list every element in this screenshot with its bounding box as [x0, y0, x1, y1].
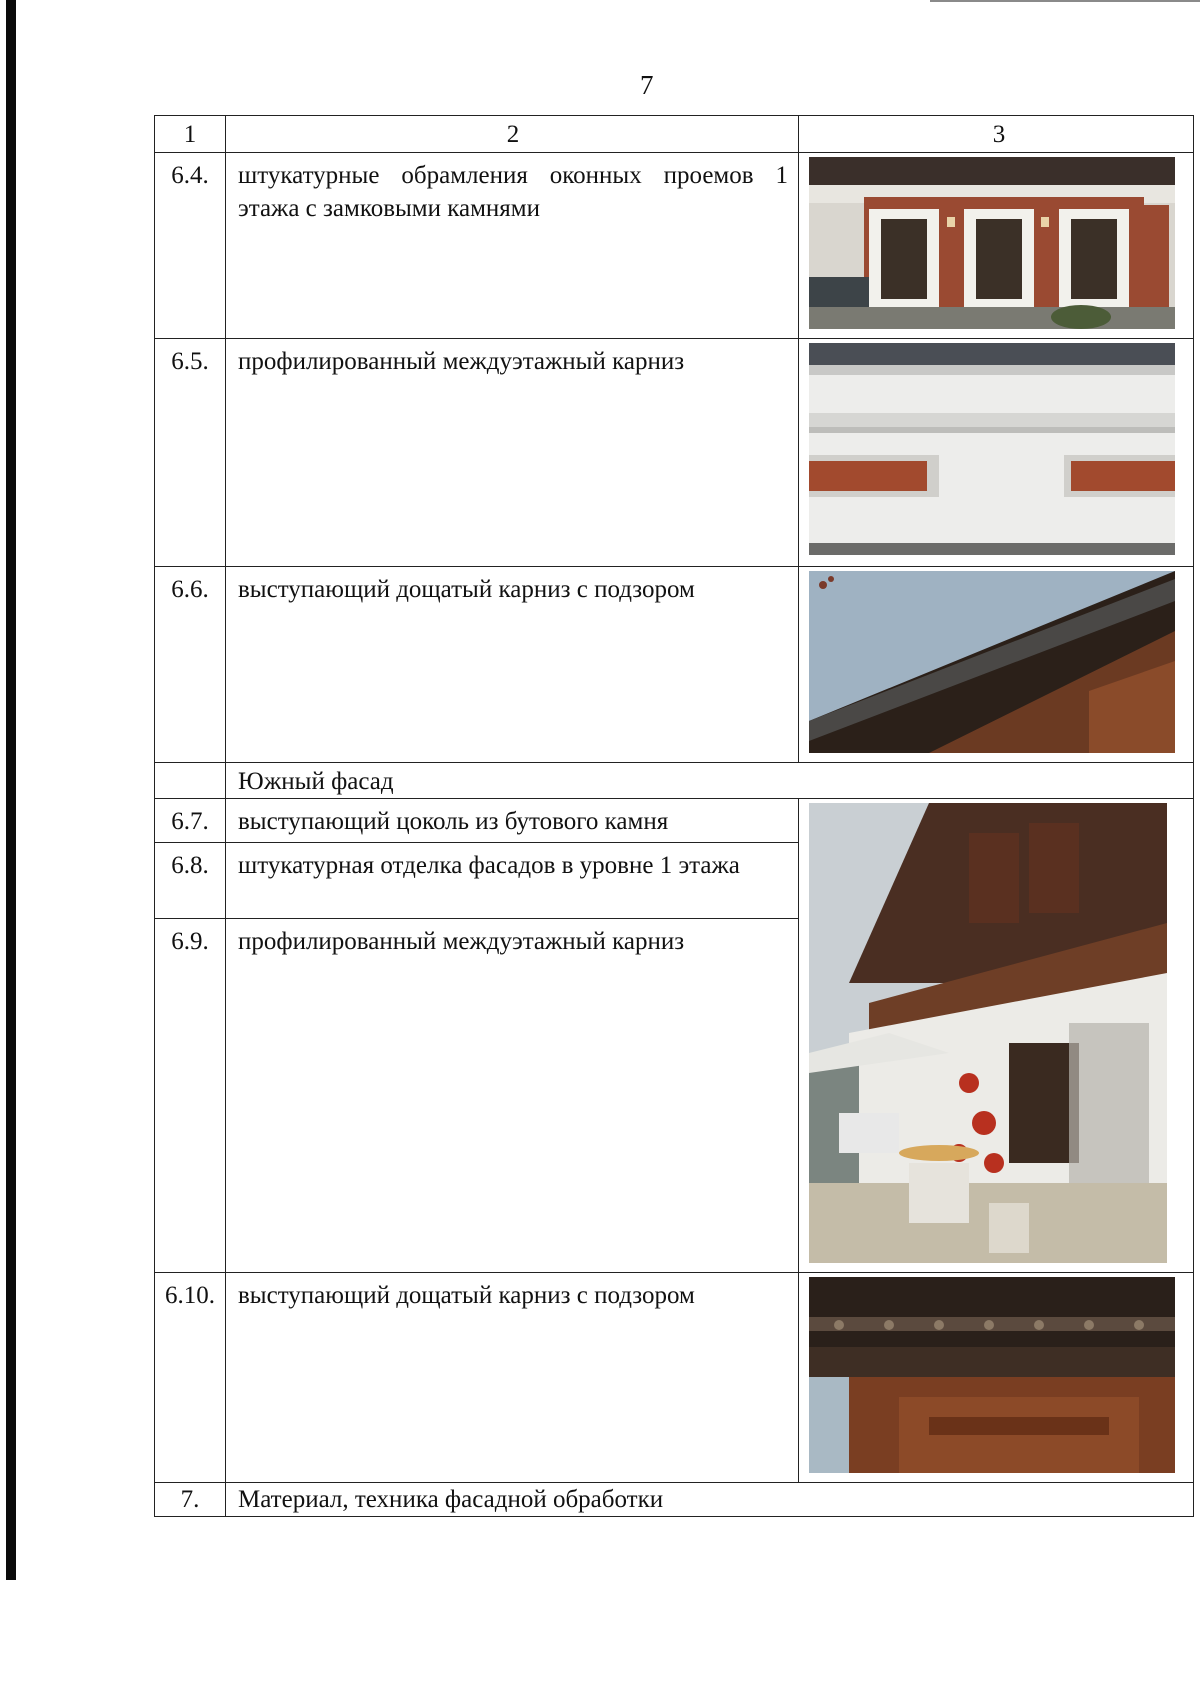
row-description: штукатурные обрамления оконных проемов 1 этажа с замковыми камнями: [226, 153, 799, 339]
section-title: Южный фасад: [226, 763, 1194, 799]
table-section-row: [155, 763, 1194, 799]
row-number: 6.8.: [155, 843, 226, 919]
row-description: профилированный междуэтажный карниз: [226, 919, 799, 1273]
photo-cell: [799, 339, 1194, 567]
row-description: штукатурная отделка фасадов в уровне 1 этажа: [226, 843, 799, 919]
page-number: 7: [640, 70, 654, 100]
row-number: 6.6.: [155, 567, 226, 763]
photo-carved-eave: [809, 1277, 1189, 1473]
row-description: выступающий дощатый карниз с подзором: [226, 567, 799, 763]
table-row: [155, 339, 1194, 567]
row-number: 6.9.: [155, 919, 226, 1273]
photo-cell: [799, 567, 1194, 763]
header-col-3: 3: [799, 116, 1194, 153]
header-col-2: 2: [226, 116, 799, 153]
photo-window-frames: [809, 157, 1189, 329]
row-number: 6.4.: [155, 153, 226, 339]
facade-elements-table: [154, 115, 1194, 1517]
row-number: 7.: [155, 1483, 226, 1517]
row-description: выступающий цоколь из бутового камня: [226, 799, 799, 843]
table-row: [155, 1483, 1194, 1517]
table-row: [155, 567, 1194, 763]
photo-wooden-eave: [809, 571, 1189, 753]
table-header-row: [155, 116, 1194, 153]
row-description: выступающий дощатый карниз с подзором: [226, 1273, 799, 1483]
row-description: Материал, техника фасадной обработки: [226, 1483, 1194, 1517]
row-number: 6.5.: [155, 339, 226, 567]
table-row: [155, 1273, 1194, 1483]
photo-cell: [799, 1273, 1194, 1483]
photo-south-facade: [809, 803, 1189, 1263]
scan-edge-left: [6, 0, 16, 1580]
photo-cell: [799, 153, 1194, 339]
row-number: 6.7.: [155, 799, 226, 843]
header-col-1: 1: [155, 116, 226, 153]
table-row: [155, 153, 1194, 339]
photo-cornice: [809, 343, 1189, 555]
scan-edge-top: [930, 0, 1200, 2]
row-description: профилированный междуэтажный карниз: [226, 339, 799, 567]
row-number: 6.10.: [155, 1273, 226, 1483]
photo-cell: [799, 799, 1194, 1273]
table-row: [155, 799, 1194, 843]
row-number-empty: [155, 763, 226, 799]
